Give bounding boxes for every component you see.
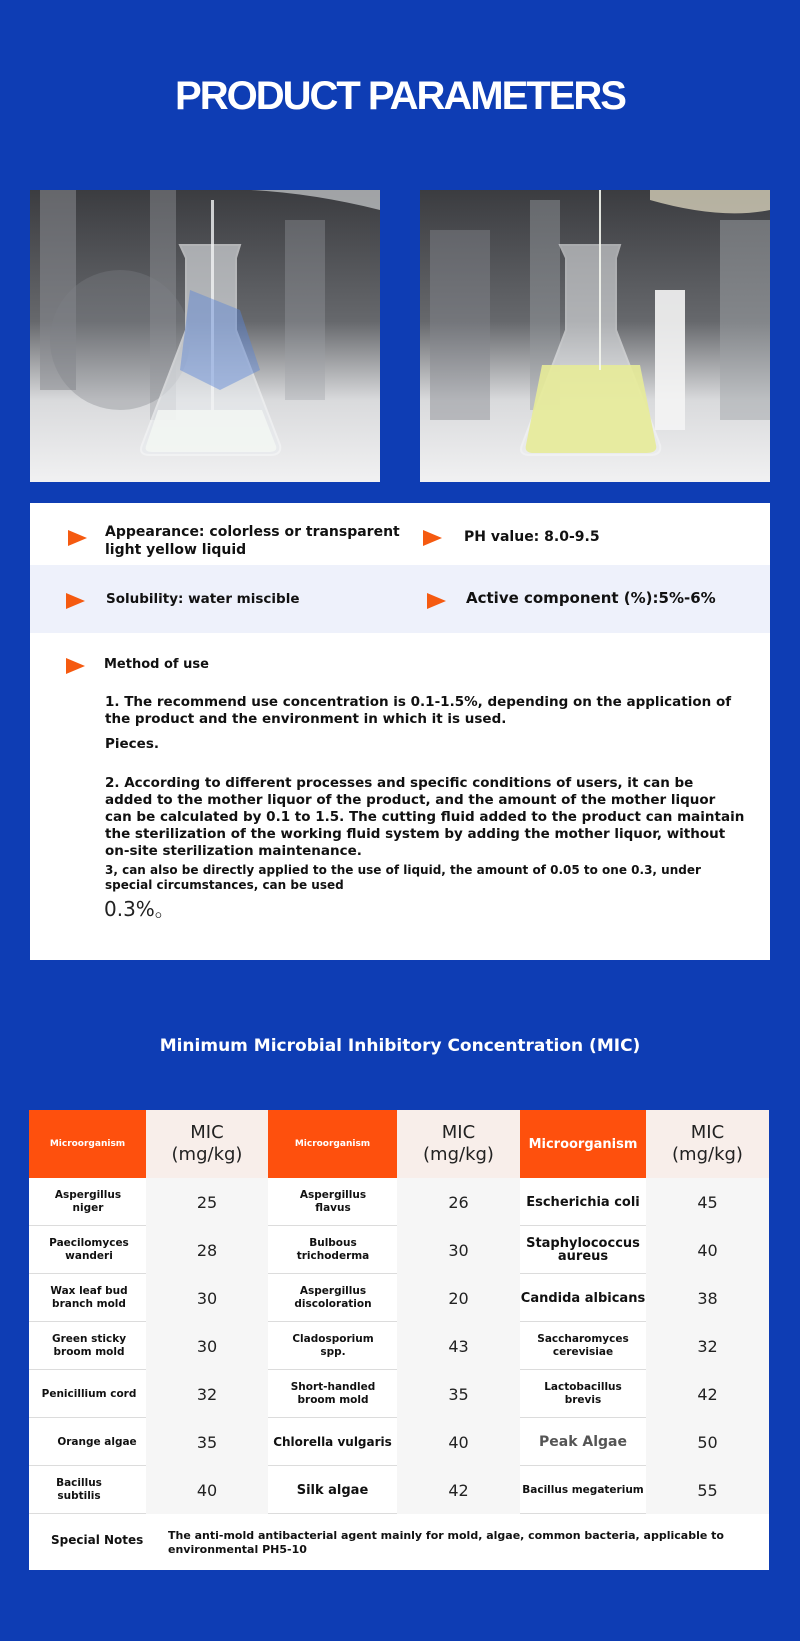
microorganism-cell: Aspergillus niger: [54, 1189, 122, 1214]
mic-value-cell: 30: [146, 1322, 268, 1370]
mic-value-cell: 45: [646, 1178, 769, 1226]
method-step-1: 1. The recommend use concentration is 0.1-1.5%, depending on the application of the product and the environment in which it is used.: [105, 694, 732, 727]
microorganism-cell: Lactobacillus brevis: [544, 1381, 622, 1406]
microorganism-cell: Aspergillus flavus: [299, 1189, 367, 1214]
ph-value-text: PH value: 8.0-9.5: [464, 529, 600, 545]
product-photo-clear-liquid: [30, 190, 380, 482]
microorganism-cell: Staphylococcus aureus: [526, 1236, 640, 1264]
special-notes-label: Special Notes: [51, 1533, 144, 1547]
mic-value-cell: 30: [397, 1226, 520, 1274]
mic-table-header: [29, 1110, 769, 1178]
mic-value-cell: 30: [146, 1274, 268, 1322]
table-row: [29, 1178, 769, 1226]
parameters-card: [30, 503, 770, 960]
mic-value-cell: 43: [397, 1322, 520, 1370]
microorganism-cell: Aspergillus discoloration: [294, 1285, 372, 1310]
microorganism-cell: Bacillus megaterium: [522, 1483, 644, 1496]
method-step-1-note: Pieces.: [105, 736, 159, 752]
microorganism-cell: Bulbous trichoderma: [296, 1237, 370, 1262]
mic-section-title: Minimum Microbial Inhibitory Concentration (MIC): [159, 1036, 641, 1056]
flask-illustration: [420, 190, 770, 482]
mic-value-cell: 55: [646, 1466, 769, 1514]
mic-value-cell: 26: [397, 1178, 520, 1226]
arrow-icon: [427, 593, 446, 609]
table-row: [29, 1322, 769, 1370]
microorganism-cell: Penicillium cord: [41, 1387, 137, 1400]
method-step-3-value: 0.3%。: [104, 897, 175, 921]
special-notes-text: The anti-mold antibacterial agent mainly for mold, algae, common bacteria, applicable to environmental PH5-10: [168, 1529, 724, 1556]
header-mic-1: MIC (mg/kg): [146, 1110, 268, 1178]
mic-value-cell: 40: [146, 1466, 268, 1514]
appearance-text: Appearance: colorless or transparent light yellow liquid: [105, 524, 400, 558]
mic-value-cell: 32: [646, 1322, 769, 1370]
microorganism-cell: Paecilomyces wanderi: [49, 1237, 129, 1262]
page-title: PRODUCT PARAMETERS: [175, 74, 625, 118]
microorganism-cell: Peak Algae: [539, 1433, 627, 1450]
microorganism-cell: Short-handled broom mold: [290, 1381, 376, 1406]
flask-illustration: [30, 190, 380, 482]
arrow-icon: [66, 593, 85, 609]
mic-value-cell: 42: [646, 1370, 769, 1418]
mic-value-cell: 40: [646, 1226, 769, 1274]
mic-value-cell: 32: [146, 1370, 268, 1418]
header-microorganism-3: Microorganism: [520, 1110, 646, 1178]
microorganism-cell: Escherichia coli: [526, 1194, 640, 1210]
microorganism-cell: Cladosporium spp.: [292, 1333, 374, 1358]
header-microorganism-1: Microorganism: [29, 1110, 146, 1178]
mic-value-cell: 20: [397, 1274, 520, 1322]
header-mic-2: MIC (mg/kg): [397, 1110, 520, 1178]
mic-value-cell: 42: [397, 1466, 520, 1514]
active-component-text: Active component (%):5%-6%: [466, 589, 716, 607]
mic-value-cell: 35: [397, 1370, 520, 1418]
microorganism-cell: Bacillus subtilis: [56, 1477, 102, 1502]
microorganism-cell: Wax leaf bud branch mold: [50, 1285, 128, 1310]
header-microorganism-2: Microorganism: [268, 1110, 397, 1178]
solubility-text: Solubility: water miscible: [106, 591, 300, 607]
mic-value-cell: 35: [146, 1418, 268, 1466]
header-mic-3: MIC (mg/kg): [646, 1110, 769, 1178]
mic-value-cell: 28: [146, 1226, 268, 1274]
arrow-icon: [66, 658, 85, 674]
microorganism-cell: Green sticky broom mold: [51, 1333, 127, 1358]
microorganism-cell: Chlorella vulgaris: [273, 1434, 392, 1449]
mic-value-cell: 38: [646, 1274, 769, 1322]
microorganism-cell: Saccharomyces cerevisiae: [537, 1333, 629, 1358]
method-of-use-title: Method of use: [104, 657, 209, 672]
mic-value-cell: 50: [646, 1418, 769, 1466]
mic-value-cell: 40: [397, 1418, 520, 1466]
microorganism-cell: Orange algae: [57, 1435, 137, 1448]
microorganism-cell: Candida albicans: [520, 1290, 646, 1306]
parameters-row-1: [30, 503, 770, 565]
mic-value-cell: 25: [146, 1178, 268, 1226]
table-row: [29, 1370, 769, 1418]
arrow-icon: [68, 530, 87, 546]
table-row: [29, 1274, 769, 1322]
product-photo-yellow-liquid: [420, 190, 770, 482]
method-step-2: 2. According to different processes and specific conditions of users, it can be added to the mother liquor of the product, and the amount of the mother liquor can be calculated by 0.1 to 1.5. The cutting fluid added to the product can maintain the sterilization of the working fluid system by adding the mother liquor, without on-site sterilization maintenance.: [105, 775, 745, 859]
arrow-icon: [423, 530, 442, 546]
table-row: [29, 1226, 769, 1274]
parameters-row-2: [30, 565, 770, 633]
mic-table: [29, 1110, 769, 1570]
microorganism-cell: Silk algae: [296, 1482, 369, 1498]
table-row: [29, 1418, 769, 1466]
method-step-3: 3, can also be directly applied to the use of liquid, the amount of 0.05 to one 0.3, under special circumstances, can be used: [105, 863, 701, 892]
table-row: [29, 1466, 769, 1514]
